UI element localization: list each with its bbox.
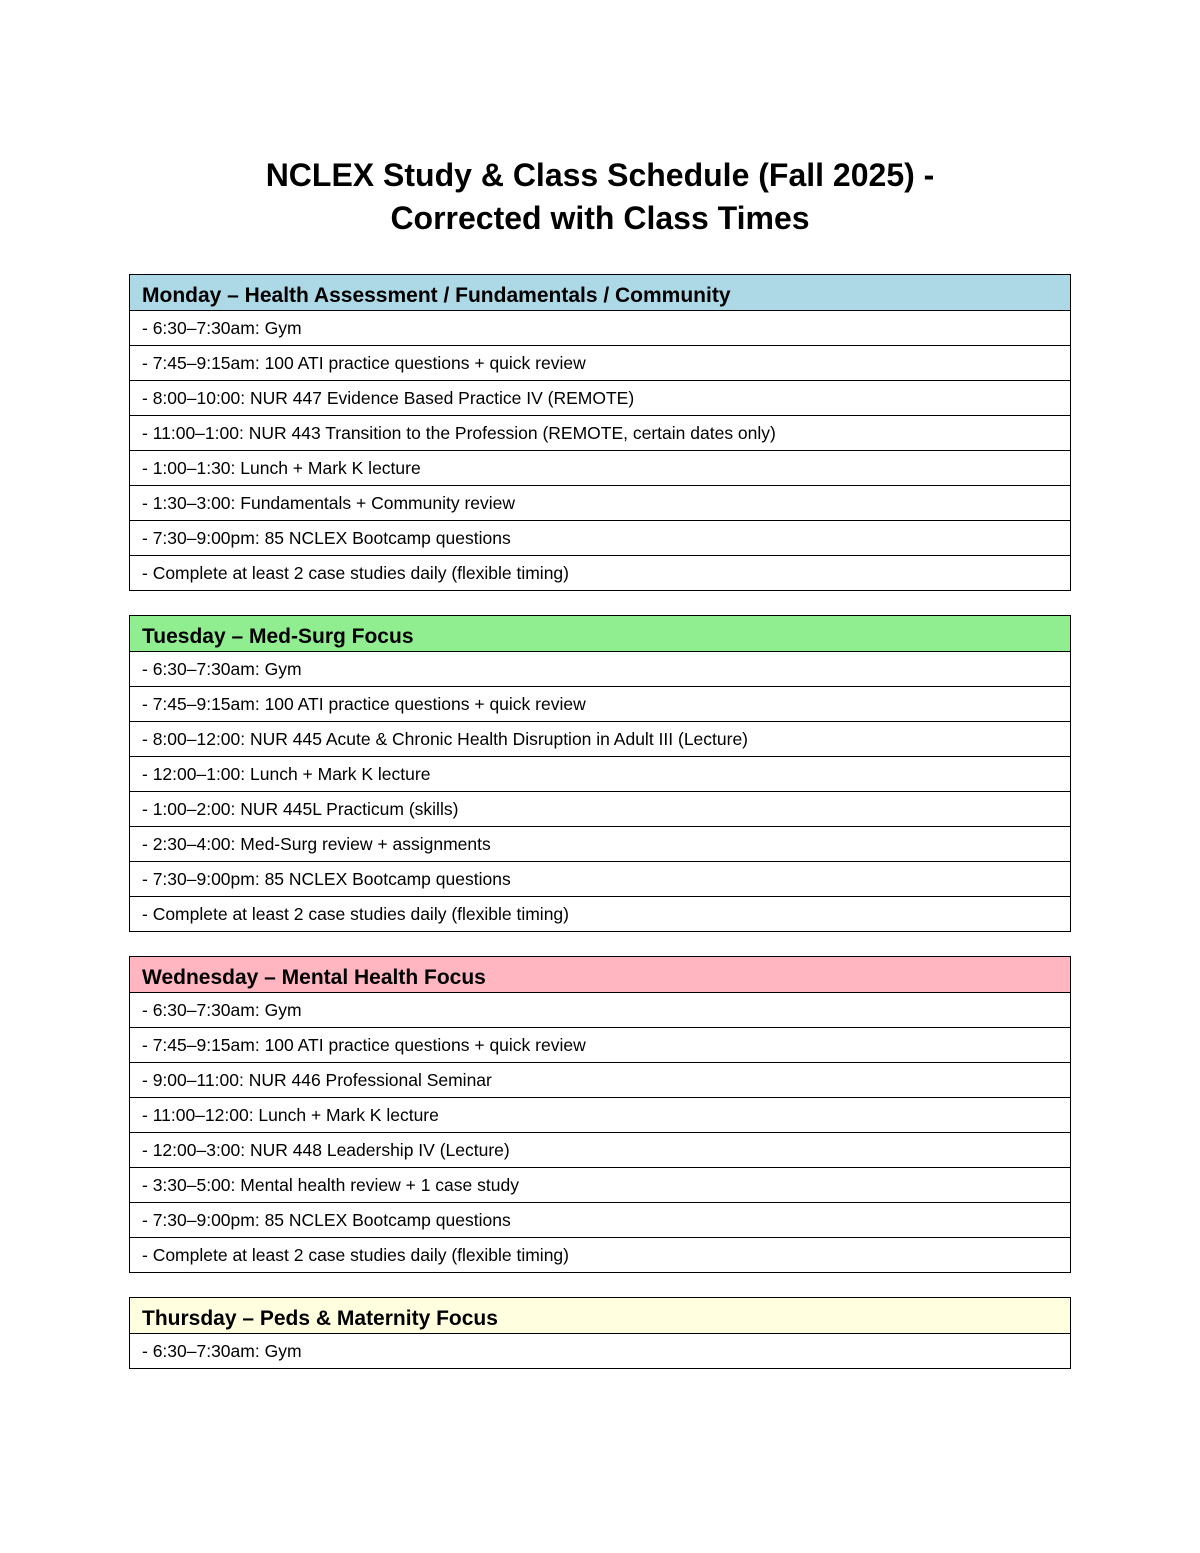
thursday-header: Thursday – Peds & Maternity Focus <box>130 1298 1070 1333</box>
schedule-row: - 1:30–3:00: Fundamentals + Community review <box>130 485 1070 520</box>
schedule-row: - 6:30–7:30am: Gym <box>130 1333 1070 1368</box>
schedule-row: - 7:45–9:15am: 100 ATI practice questions + quick review <box>130 686 1070 721</box>
schedule-row: - 6:30–7:30am: Gym <box>130 310 1070 345</box>
wednesday-schedule-table <box>129 956 1071 1273</box>
schedule-row: - 9:00–11:00: NUR 446 Professional Seminar <box>130 1062 1070 1097</box>
schedule-row: - 6:30–7:30am: Gym <box>130 992 1070 1027</box>
schedule-row: - 7:45–9:15am: 100 ATI practice questions + quick review <box>130 345 1070 380</box>
schedule-row: - Complete at least 2 case studies daily (flexible timing) <box>130 896 1070 931</box>
schedule-row: - 2:30–4:00: Med-Surg review + assignments <box>130 826 1070 861</box>
schedule-row: - 12:00–1:00: Lunch + Mark K lecture <box>130 756 1070 791</box>
schedule-row: - 1:00–2:00: NUR 445L Practicum (skills) <box>130 791 1070 826</box>
monday-header: Monday – Health Assessment / Fundamentals / Community <box>130 275 1070 310</box>
schedule-row: - 8:00–12:00: NUR 445 Acute & Chronic Health Disruption in Adult III (Lecture) <box>130 721 1070 756</box>
tuesday-header: Tuesday – Med-Surg Focus <box>130 616 1070 651</box>
page-title <box>0 154 1200 240</box>
schedule-row: - 7:30–9:00pm: 85 NCLEX Bootcamp questions <box>130 861 1070 896</box>
schedule-row: - 8:00–10:00: NUR 447 Evidence Based Practice IV (REMOTE) <box>130 380 1070 415</box>
schedule-row: - 11:00–1:00: NUR 443 Transition to the Profession (REMOTE, certain dates only) <box>130 415 1070 450</box>
thursday-schedule-table <box>129 1297 1071 1369</box>
schedule-row: - 6:30–7:30am: Gym <box>130 651 1070 686</box>
page-title-line-2: Corrected with Class Times <box>390 200 810 236</box>
schedule-row: - Complete at least 2 case studies daily (flexible timing) <box>130 1237 1070 1272</box>
schedule-row: - 7:30–9:00pm: 85 NCLEX Bootcamp questions <box>130 520 1070 555</box>
monday-schedule-table <box>129 274 1071 591</box>
schedule-row: - 12:00–3:00: NUR 448 Leadership IV (Lecture) <box>130 1132 1070 1167</box>
schedule-row: - 3:30–5:00: Mental health review + 1 case study <box>130 1167 1070 1202</box>
schedule-row: - 7:30–9:00pm: 85 NCLEX Bootcamp questions <box>130 1202 1070 1237</box>
schedule-row: - 1:00–1:30: Lunch + Mark K lecture <box>130 450 1070 485</box>
schedule-row: - 7:45–9:15am: 100 ATI practice questions + quick review <box>130 1027 1070 1062</box>
schedule-row: - Complete at least 2 case studies daily (flexible timing) <box>130 555 1070 590</box>
tuesday-schedule-table <box>129 615 1071 932</box>
page-title-line-1: NCLEX Study & Class Schedule (Fall 2025) - <box>265 157 935 193</box>
wednesday-header: Wednesday – Mental Health Focus <box>130 957 1070 992</box>
schedule-row: - 11:00–12:00: Lunch + Mark K lecture <box>130 1097 1070 1132</box>
